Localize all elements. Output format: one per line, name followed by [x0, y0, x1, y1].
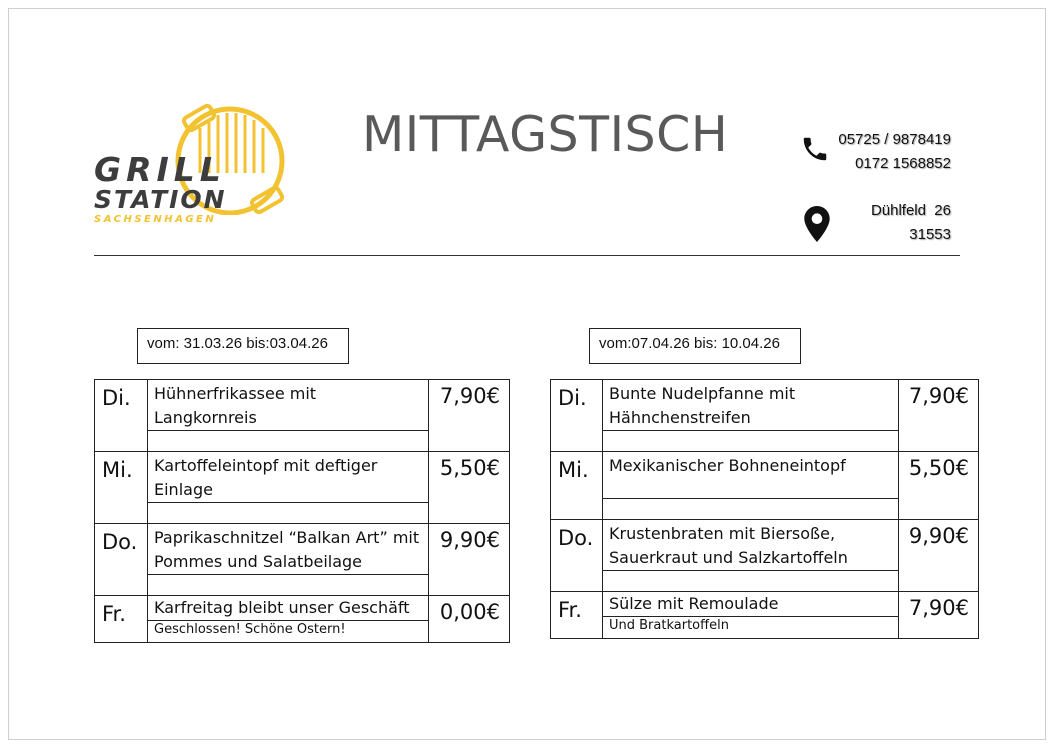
dish-name: Sülze mit Remoulade	[603, 592, 899, 617]
price: 0,00€	[429, 596, 510, 643]
day-label: Di.	[551, 380, 603, 452]
dish-name: Hühnerfrikassee mit Langkornreis	[148, 380, 429, 431]
dish-name: Mexikanischer Bohneneintopf	[603, 452, 899, 499]
table-row	[95, 380, 510, 431]
grill-station-logo	[92, 103, 297, 228]
page-title: MITTAGSTISCH	[362, 106, 729, 163]
price: 7,90€	[899, 380, 979, 452]
dish-note	[603, 431, 899, 452]
price: 5,50€	[429, 452, 510, 524]
dish-note	[603, 571, 899, 592]
dish-note	[148, 431, 429, 452]
price: 5,50€	[899, 452, 979, 520]
map-pin-icon	[804, 206, 830, 242]
week1-date-range: vom: 31.03.26 bis:03.04.26	[137, 328, 349, 364]
logo-text-grill: GRILL	[94, 150, 226, 189]
table-row	[551, 520, 979, 571]
dish-name: Bunte Nudelpfanne mit Hähnchenstreifen	[603, 380, 899, 431]
table-row	[95, 452, 510, 503]
price: 9,90€	[899, 520, 979, 592]
table-row	[551, 380, 979, 431]
day-label: Fr.	[95, 596, 148, 643]
week1-menu-table	[94, 379, 510, 643]
day-label: Mi.	[95, 452, 148, 524]
phone-number-mobile: 0172 1568852	[855, 155, 951, 172]
table-row	[551, 452, 979, 499]
address-zip: 31553	[909, 226, 951, 243]
week2-menu-table	[550, 379, 979, 639]
header-divider	[94, 255, 960, 256]
table-row	[95, 524, 510, 575]
phone-number-landline: 05725 / 9878419	[838, 131, 951, 148]
address-street: Dühlfeld 26	[870, 202, 951, 219]
day-label: Di.	[95, 380, 148, 452]
dish-note	[148, 503, 429, 524]
dish-note	[603, 499, 899, 520]
dish-name: Paprikaschnitzel “Balkan Art” mit Pommes und Salatbeilage	[148, 524, 429, 575]
day-label: Do.	[95, 524, 148, 596]
dish-note: Und Bratkartoffeln	[603, 617, 899, 639]
dish-name: Karfreitag bleibt unser Geschäft	[148, 596, 429, 621]
price: 7,90€	[429, 380, 510, 452]
day-label: Do.	[551, 520, 603, 592]
logo-text-station: STATION	[94, 185, 227, 214]
dish-name: Krustenbraten mit Biersoße, Sauerkraut und Salzkartoffeln	[603, 520, 899, 571]
dish-note: Geschlossen! Schöne Ostern!	[148, 621, 429, 643]
price: 9,90€	[429, 524, 510, 596]
logo-text-location: SACHSENHAGEN	[94, 214, 217, 225]
day-label: Mi.	[551, 452, 603, 520]
phone-numbers	[820, 128, 951, 176]
day-label: Fr.	[551, 592, 603, 639]
price: 7,90€	[899, 592, 979, 639]
dish-note	[148, 575, 429, 596]
table-row	[95, 596, 510, 621]
dish-name: Kartoffeleintopf mit deftiger Einlage	[148, 452, 429, 503]
week2-date-range: vom:07.04.26 bis: 10.04.26	[589, 328, 801, 364]
address	[840, 199, 951, 247]
table-row	[551, 592, 979, 617]
